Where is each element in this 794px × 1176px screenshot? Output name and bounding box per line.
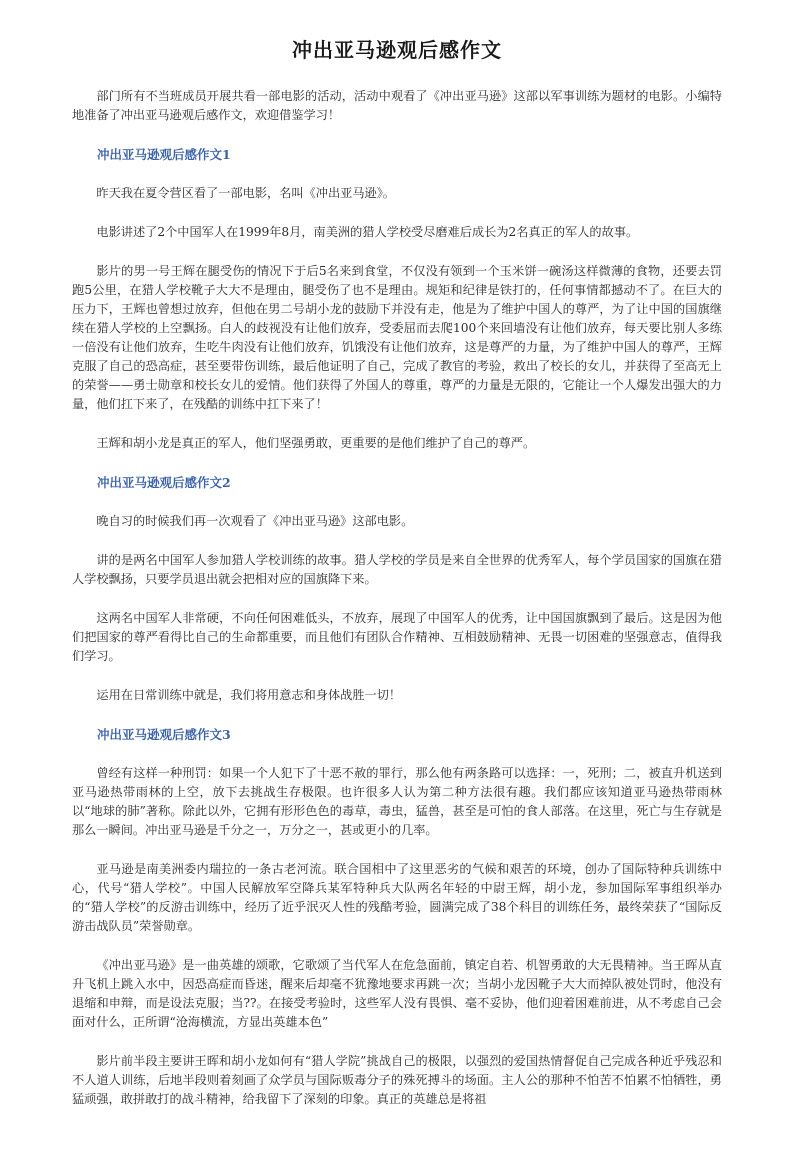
- paragraph: 王辉和胡小龙是真正的军人，他们坚强勇敢，更重要的是他们维护了自己的尊严。: [96, 436, 536, 450]
- paragraph: 《冲出亚马逊》是一曲英雄的颂歌，它歌颂了当代军人在危急面前，镇定自若、机智勇敢的大无畏精神。当王晖从直升飞机上跳入水中，因恐高症而昏迷，醒来后却毫不犹豫地要求再跳一次；当胡小龙因靴子大大而掉队被处罚时，他没有退缩和申辩，而是设法克服；当??。在接受考验时，这些军人没有畏惧、毫不妥协，他们迎着困难前进，从不考虑自己会面对什么，正所谓“沧海横流，方显出英雄本色”: [72, 958, 722, 1029]
- paragraph: 讲的是两名中国军人参加猎人学校训练的故事。猎人学校的学员是来自全世界的优秀军人，每个学员国家的国旗在猎人学校飘扬，只要学员退出就会把相对应的国旗降下来。: [72, 553, 722, 586]
- paragraph: 晚自习的时候我们再一次观看了《冲出亚马逊》这部电影。: [96, 514, 414, 528]
- paragraph: 部门所有不当班成员开展共看一部电影的活动，活动中观看了《冲出亚马逊》这部以军事训练为题材的电影。小编特地准备了冲出亚马逊观后感作文，欢迎借鉴学习！: [72, 89, 722, 122]
- paragraph: 影片的男一号王辉在腿受伤的情况下于后5名来到食堂，不仅没有领到一个玉米饼一碗汤这样微薄的食物，还要去罚跑5公里，在猎人学校靴子大大不是理由，腿受伤了也不是理由。规矩和纪律是铁打的，任何事情都撼动不了。在巨大的压力下，王辉也曾想过放弃，但他在男二号胡小龙的鼓励下并没有走，他是为了维护中国人的尊严，为了让中国的国旗继续在猎人学校的上空飘扬。白人的歧视没有让他们放弃，受委屈而去爬100个来回墙没有让他们放弃，每天要比别人多练一倍没有让他们放弃，生吃牛肉没有让他们放弃，饥饿没有让他们放弃，这是尊严的力量，为了维护中国人的尊严，王辉克服了自己的恐高症，甚至要带伤训练，最后他证明了自己，完成了教官的考验，救出了校长的女儿，并获得了至高无上的荣誉——勇士勋章和校长女儿的爱情。他们获得了外国人的尊重，尊严的力量是无限的，它能让一个人爆发出强大的力量，他们扛下来了，在残酷的训练中扛下来了！: [72, 264, 722, 411]
- paragraph: 运用在日常训练中就是，我们将用意志和身体战胜一切！: [96, 688, 402, 702]
- paragraph: 曾经有这样一种刑罚：如果一个人犯下了十恶不赦的罪行，那么他有两条路可以选择：一，死刑；二，被直升机送到亚马逊热带雨林的上空，放下去挑战生存极限。也许很多人认为第二种方法很有趣。我们都应该知道亚马逊热带雨林以“地球的肺”著称。除此以外，它拥有形形色色的毒草，毒虫，猛兽，甚至是可怕的食人部落。在这里，死亡与生存就是那么一瞬间。冲出亚马逊是千分之一，万分之一，甚或更小的几率。: [72, 766, 722, 837]
- paragraph: 昨天我在夏令营区看了一部电影，名叫《冲出亚马逊》。: [96, 186, 395, 200]
- section-heading-3: 冲出亚马逊观后感作文3: [97, 727, 231, 742]
- paragraph: 亚马逊是南美洲委内瑞拉的一条古老河流。联合国相中了这里恶劣的气候和艰苦的环境，创办了国际特种兵训练中心，代号“猎人学校”。中国人民解放军空降兵某军特种兵大队两名年轻的中尉王辉，胡小龙，参加国际军事组织举办的“猎人学校”的反游击训练中，经历了近乎泯灭人性的残酷考验，圆满完成了38个科目的训练任务，最终荣获了“国际反游击战队员”荣誉勋章。: [72, 862, 722, 933]
- paragraph: 这两名中国军人非常硬，不向任何困难低头，不放弃，展现了中国军人的优秀，让中国国旗飘到了最后。这是因为他们把国家的尊严看得比自己的生命都重要，而且他们有团队合作精神、互相鼓励精神、无畏一切困难的坚强意志，值得我们学习。: [72, 611, 722, 663]
- page-title: 冲出亚马逊观后感作文: [292, 38, 502, 62]
- article-body: [72, 87, 722, 1176]
- paragraph: 影片前半段主要讲王晖和胡小龙如何有“猎人学院”挑战自己的极限，以强烈的爱国热情督促自己完成各种近乎残忍和不人道人训练，后地半段则着刻画了众学员与国际贩毒分子的殊死搏斗的场面。主人公的那种不怕苦不怕累不怕牺牲，勇猛顽强，敢拼敢打的战斗精神，给我留下了深刻的印象。真正的英雄总是将祖: [72, 1054, 722, 1106]
- paragraph: 电影讲述了2个中国军人在1999年8月，南美洲的猎人学校受尽磨难后成长为2名真正的军人的故事。: [96, 225, 639, 239]
- section-heading-2: 冲出亚马逊观后感作文2: [97, 475, 231, 490]
- section-heading-1: 冲出亚马逊观后感作文1: [97, 147, 231, 162]
